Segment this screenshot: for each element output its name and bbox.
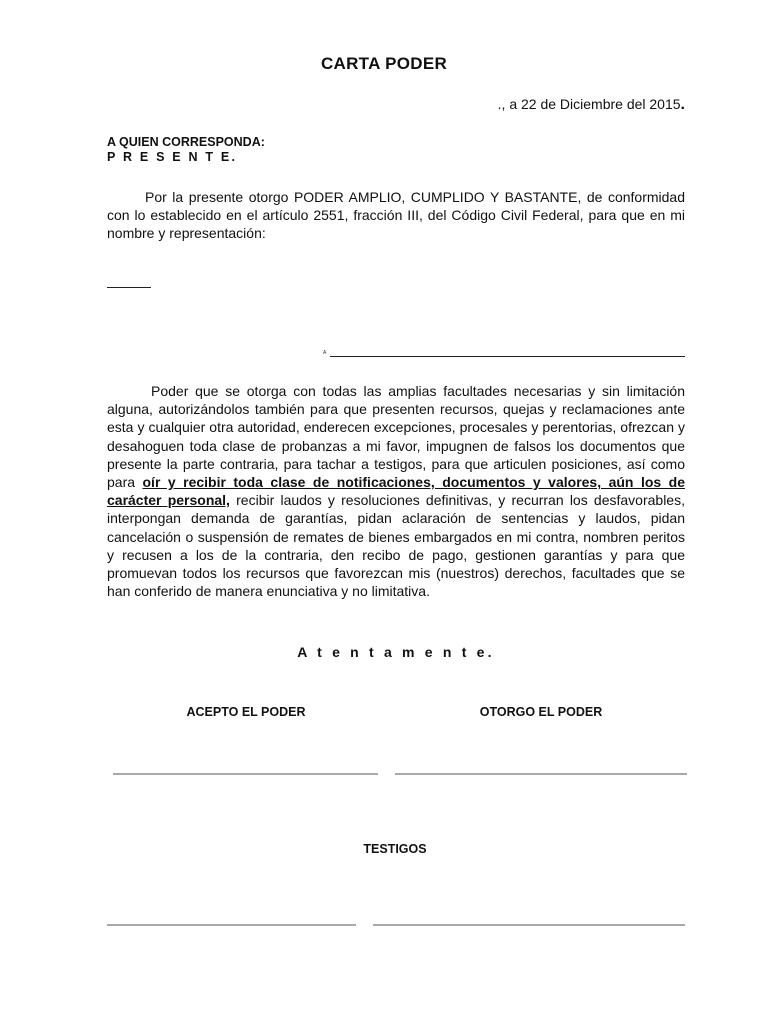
witnesses-label: TESTIGOS <box>363 842 427 856</box>
addressee-heading: A QUIEN CORRESPONDA: <box>107 135 265 149</box>
presente-heading: P R E S E N T E. <box>107 150 238 164</box>
document-title: CARTA PODER <box>320 54 448 73</box>
accept-power-label: ACEPTO EL PODER <box>186 705 306 719</box>
powers-emphasis: oír y recibir toda clase de notificaciones, documentos y valores, aún los de carácter personal, <box>107 474 685 509</box>
date-line <box>498 96 685 114</box>
accept-signature-line <box>113 773 378 775</box>
powers-text-part2: recibir laudos y resoluciones definitivas, y recurran los desfavorables, interpongan demanda de garantías, pidan aclaración de sentencias y laudos, pidan cancelación o suspensión de remates de bienes embargados en mi contra, nombren peritos y recusen a los de la contraria, den recibo de pago, gestionen garantías y para que promuevan todos los recursos que favorezcan mis (nuestros) derechos, facultades que se han conferido de manera enunciativa y no limitativa. <box>107 492 685 600</box>
grant-signature-line <box>395 773 687 775</box>
grant-paragraph: Por la presente otorgo PODER AMPLIO, CUMPLIDO Y BASTANTE, de conformidad con lo establecido en el artículo 2551, fracción III, del Código Civil Federal, para que en mi nombre y representación: <box>107 189 685 242</box>
date-text: ., a 22 de Diciembre del 2015 <box>497 96 681 112</box>
date-period: . <box>680 96 685 113</box>
name-blank-line <box>107 287 151 288</box>
powers-text-part1: Poder que se otorga con todas las amplias facultades necesarias y sin limitación alguna, autorizándolos también para que presenten recursos, quejas y reclamaciones ante esta y cualquier otra autoridad, enderecen excepciones, procesales y perentorias, ofrezcan y desahoguen toda clase de probanzas a mi favor, impugnen de falsos los documentos que presente la parte contraria, para tachar a testigos, para que articulen posiciones, así como para <box>107 383 685 491</box>
representative-blank-line <box>330 356 685 357</box>
witness-2-signature-line <box>373 924 685 926</box>
closing-salutation: A t e n t a m e n t e. <box>297 644 495 660</box>
powers-paragraph <box>107 382 685 600</box>
grant-power-label: OTORGO EL PODER <box>479 705 603 719</box>
tiny-mark: A <box>323 350 327 356</box>
witness-1-signature-line <box>107 924 356 926</box>
addressee-block <box>107 135 265 165</box>
